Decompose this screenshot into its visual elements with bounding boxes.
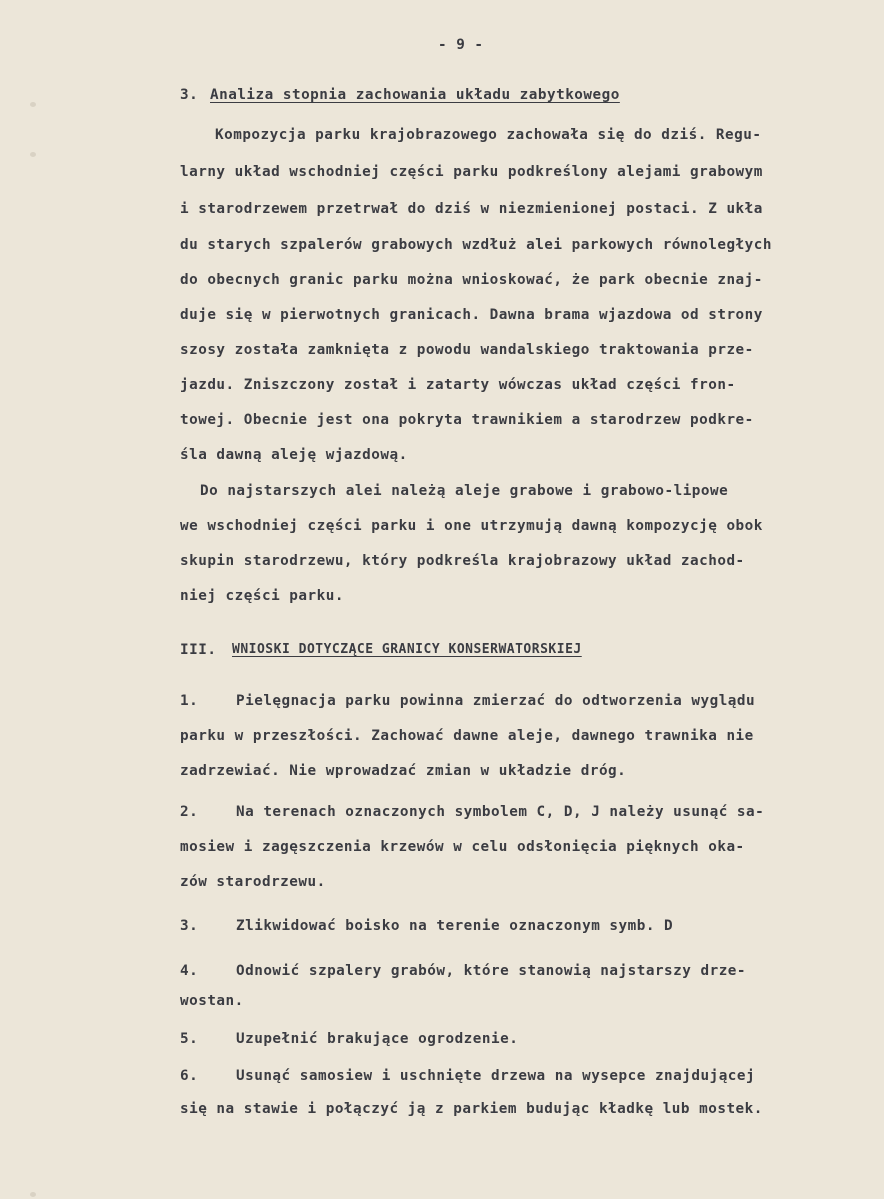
text-line: skupin starodrzewu, który podkreśla krajobrazowy układ zachod- [180,553,745,569]
item-number: 3. [180,918,199,934]
text-line: Na terenach oznaczonych symbolem C, D, J należy usunąć sa- [236,804,765,820]
text-line: larny układ wschodniej części parku podkreślony alejami grabowym [180,164,763,180]
text-line: towej. Obecnie jest ona pokryta trawnikiem a starodrzew podkre- [180,412,754,428]
item-number: 1. [180,693,199,709]
text-line: Zlikwidować boisko na terenie oznaczonym symb. D [236,918,674,934]
text-line: du starych szpalerów grabowych wzdłuż alei parkowych równoległych [180,237,772,253]
page-number: - 9 - [438,37,484,53]
section-iii-number: III. [180,642,217,658]
text-line: we wschodniej części parku i one utrzymują dawną kompozycję obok [180,518,763,534]
item-number: 4. [180,963,199,979]
text-line: mosiew i zagęszczenia krzewów w celu odsłonięcia pięknych oka- [180,839,745,855]
section-iii-title: WNIOSKI DOTYCZĄCE GRANICY KONSERWATORSKIEJ [232,642,582,657]
section-3-number: 3. [180,87,199,103]
punch-mark [30,1192,36,1197]
item-number: 5. [180,1031,199,1047]
item-number: 6. [180,1068,199,1084]
text-line: szosy została zamknięta z powodu wandalskiego traktowania prze- [180,342,754,358]
text-line: zów starodrzewu. [180,874,326,890]
text-line: Uzupełnić brakujące ogrodzenie. [236,1031,519,1047]
punch-mark [30,102,36,107]
text-line: Odnowić szpalery grabów, które stanowią najstarszy drze- [236,963,747,979]
text-line: Do najstarszych alei należą aleje grabowe i grabowo-lipowe [200,483,729,499]
text-line: Usunąć samosiew i uschnięte drzewa na wysepce znajdującej [236,1068,756,1084]
text-line: i starodrzewem przetrwał do dziś w niezmienionej postaci. Z ukła [180,201,763,217]
text-line: jazdu. Zniszczony został i zatarty wówczas układ części fron- [180,377,736,393]
text-line: duje się w pierwotnych granicach. Dawna brama wjazdowa od strony [180,307,763,323]
text-line: Kompozycja parku krajobrazowego zachowała się do dziś. Regu- [215,127,762,143]
text-line: zadrzewiać. Nie wprowadzać zmian w układzie dróg. [180,763,627,779]
text-line: śla dawną aleję wjazdową. [180,447,408,463]
text-line: niej części parku. [180,588,344,604]
text-line: się na stawie i połączyć ją z parkiem budując kładkę lub mostek. [180,1101,763,1117]
text-line: parku w przeszłości. Zachować dawne aleje, dawnego trawnika nie [180,728,754,744]
text-line: do obecnych granic parku można wnioskować, że park obecnie znaj- [180,272,763,288]
text-line: wostan. [180,993,244,1009]
text-line: Pielęgnacja parku powinna zmierzać do odtworzenia wyglądu [236,693,756,709]
punch-mark [30,152,36,157]
section-3-title: Analiza stopnia zachowania układu zabytkowego [210,87,620,103]
item-number: 2. [180,804,199,820]
